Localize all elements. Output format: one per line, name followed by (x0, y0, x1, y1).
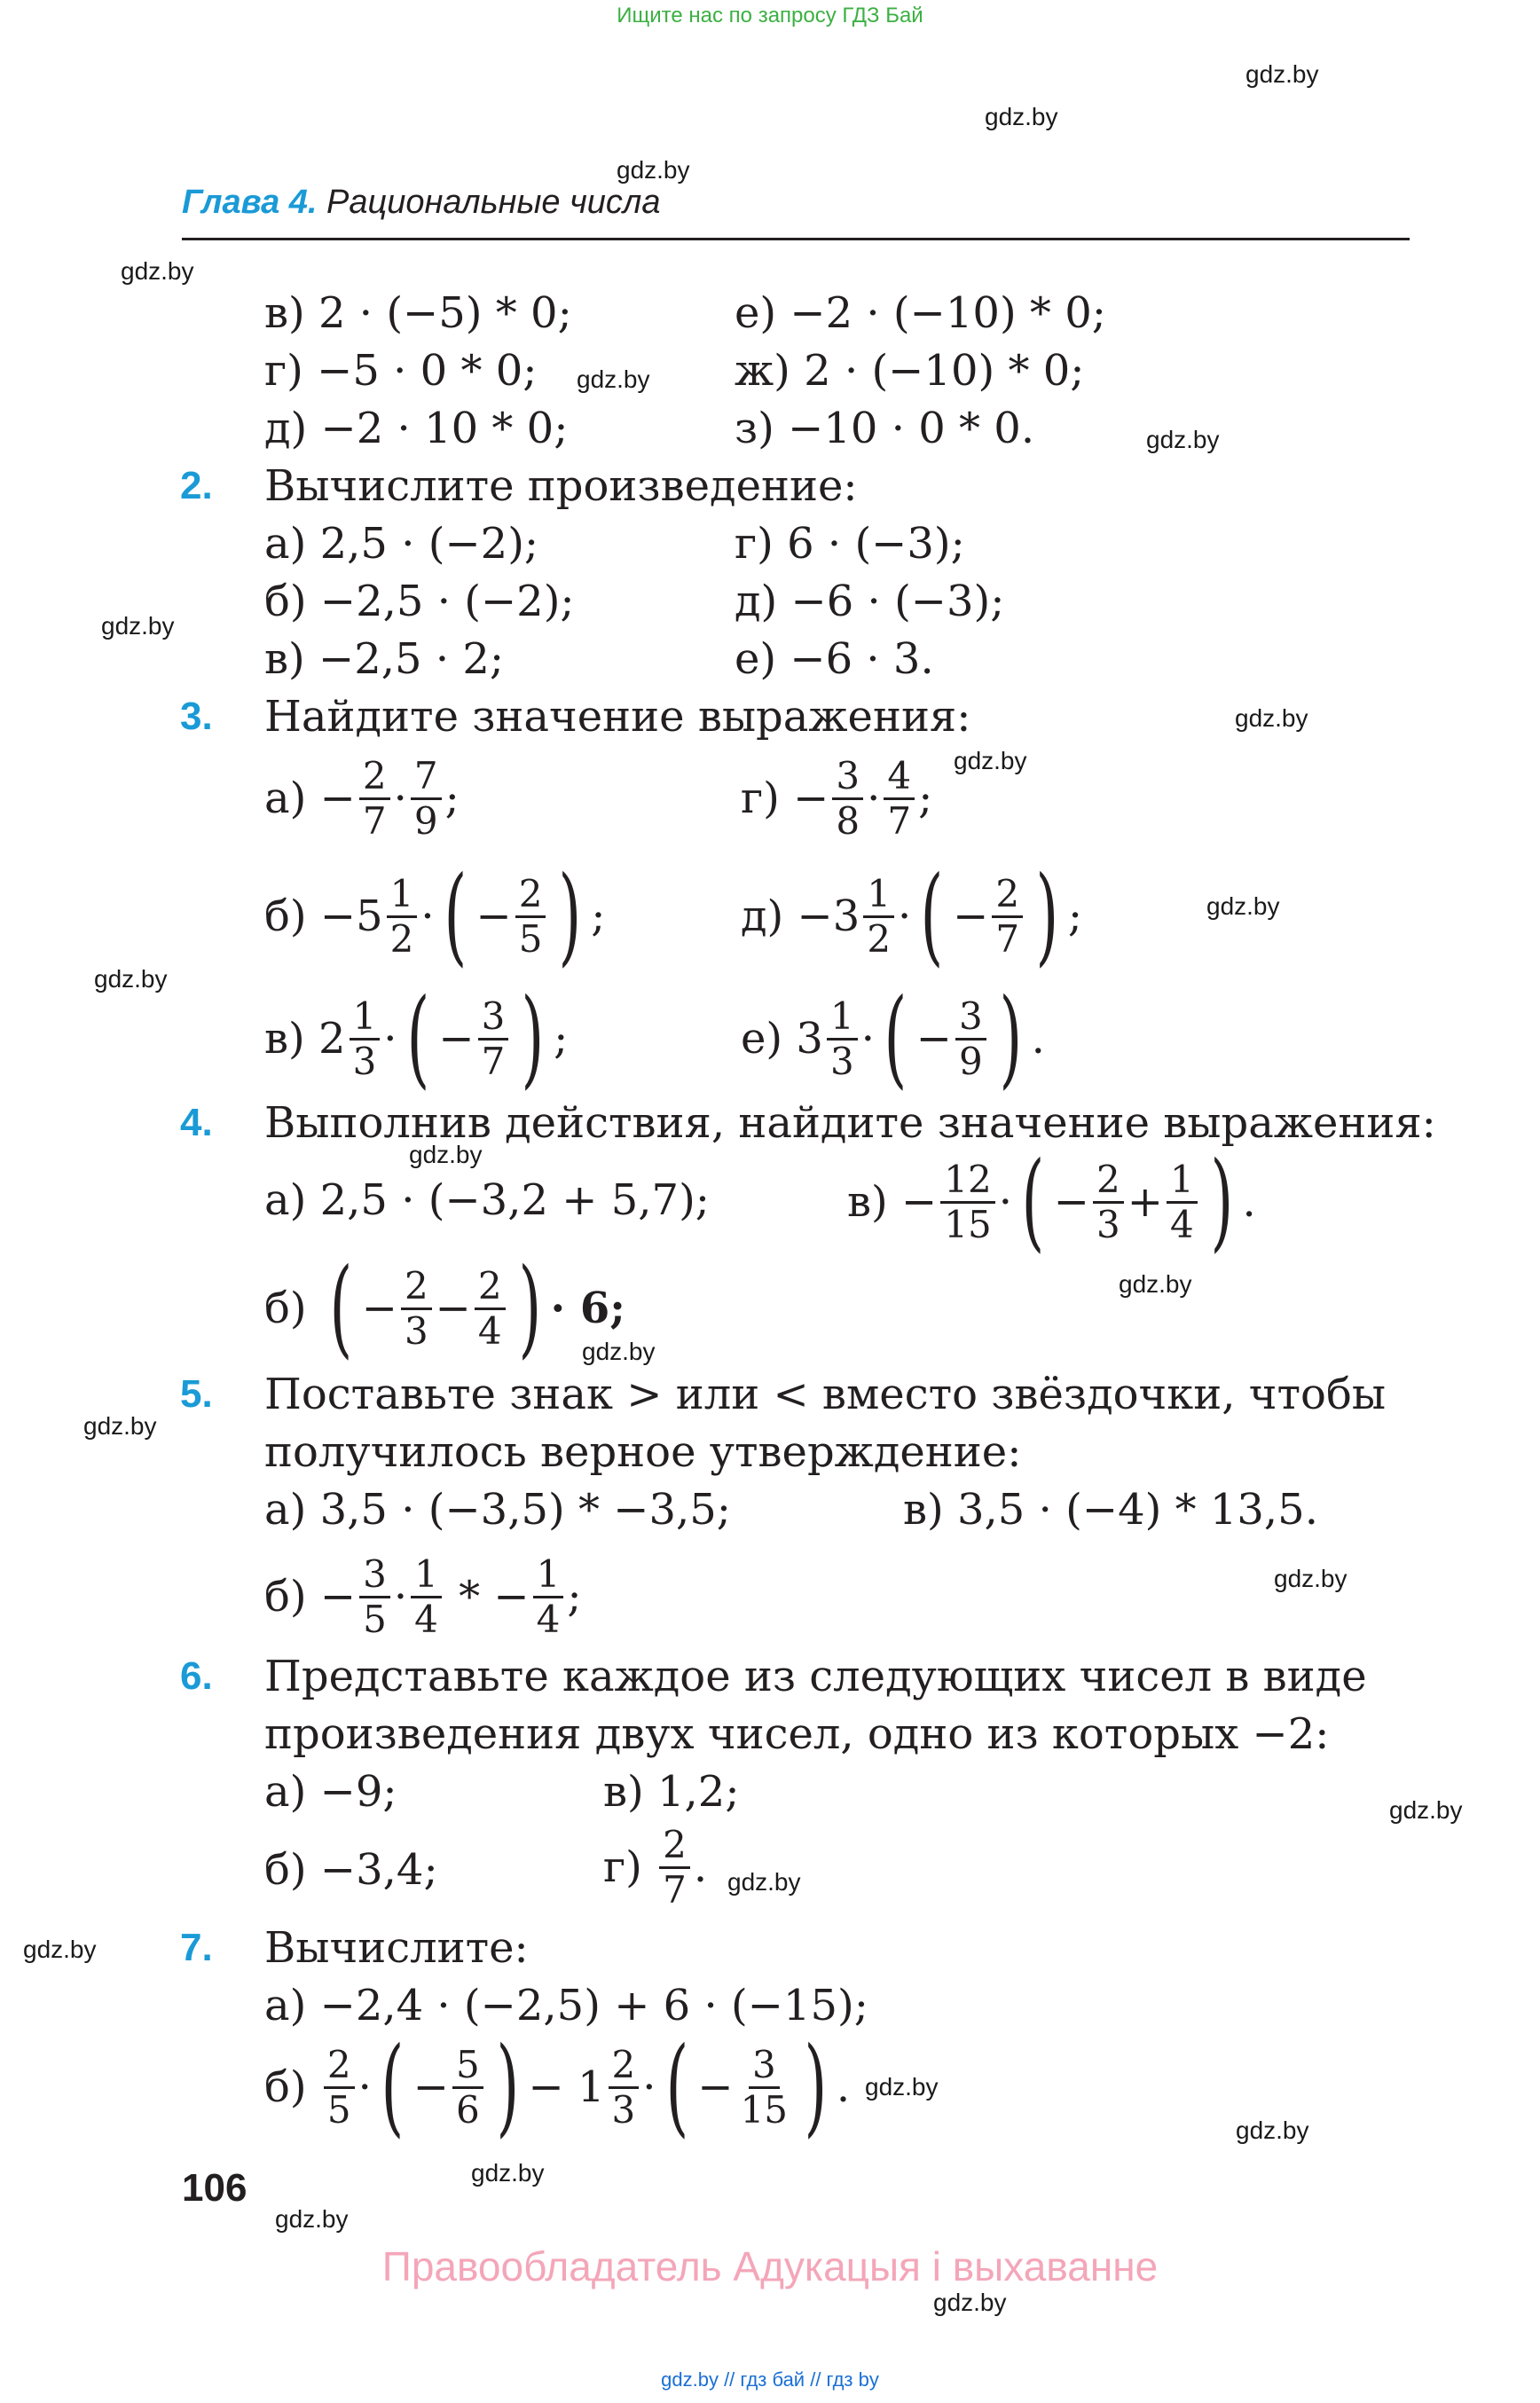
watermark: gdz.by (577, 365, 650, 393)
task1-item-d: д) −2 · 10 * 0; (264, 404, 569, 453)
task1-item-g: г) −5 · 0 * 0; (264, 346, 538, 396)
task-title: Вычислите произведение: (264, 461, 858, 511)
watermark: gdz.by (865, 2073, 939, 2101)
task-title-line2: произведения двух чисел, одно из которых −2: (264, 1709, 1330, 1759)
copyright-note: Правообладатель Адукацыя і выхаванне (381, 2243, 1159, 2289)
task6-item-g: г) $\frac{2}{7}$ . (603, 1822, 708, 1912)
task2-item-e: е) −6 · 3. (735, 634, 934, 684)
watermark: gdz.by (83, 1412, 157, 1440)
task-title-line1: Представьте каждое из следующих чисел в виде (264, 1652, 1367, 1701)
task-title: Найдите значение выражения: (264, 692, 971, 742)
task2-item-v: в) −2,5 · 2; (264, 634, 505, 684)
header-divider (182, 238, 1410, 240)
task4-item-a: а) 2,5 · (−3,2 + 5,7); (264, 1175, 710, 1225)
task7-item-a: а) −2,4 · (−2,5) + 6 · (−15); (264, 1981, 868, 2030)
watermark: gdz.by (933, 2289, 1007, 2316)
task4-item-v: в) − $\frac{12}{15}$ · ( − $\frac{2}{3}$ + $\frac{1}{4}$ ) . (847, 1140, 1256, 1263)
task1-item-e: е) −2 · (−10) * 0; (735, 288, 1106, 338)
watermark: gdz.by (94, 965, 168, 993)
task3-item-b: б) − 5 $\frac{1}{2}$ · ( − $\frac{2}{5}$ ) ; (264, 854, 606, 978)
page-number: 106 (182, 2166, 248, 2210)
task-title-line1: Поставьте знак > или < вместо звёздочки, чтобы (264, 1370, 1387, 1419)
task-title: Вычислите: (264, 1923, 529, 1973)
task3-item-v: в) 2 $\frac{1}{3}$ · ( − $\frac{3}{7}$ ) ; (264, 977, 569, 1100)
task-number: 3. (180, 695, 213, 738)
top-note: Ищите нас по запросу ГДЗ Бай (617, 4, 923, 27)
watermark: gdz.by (1274, 1565, 1348, 1592)
task4-item-b: б) ( − $\frac{2}{3}$ − $\frac{2}{4}$ ) · 6; (264, 1246, 625, 1370)
task6-item-b: б) −3,4; (264, 1845, 438, 1895)
task1-item-zh: ж) 2 · (−10) * 0; (735, 346, 1085, 396)
watermark: gdz.by (121, 257, 194, 285)
watermark: gdz.by (275, 2205, 349, 2233)
task2-item-g: г) 6 · (−3); (735, 519, 965, 569)
task3-item-d: д) − 3 $\frac{1}{2}$ · ( − $\frac{2}{7}$ ) ; (741, 854, 1083, 978)
task5-item-a: а) 3,5 · (−3,5) * −3,5; (264, 1485, 731, 1535)
task-number: 6. (180, 1654, 213, 1698)
watermark: gdz.by (1245, 60, 1319, 88)
task6-item-v: в) 1,2; (603, 1767, 740, 1817)
task-number: 7. (180, 1926, 213, 1969)
task3-item-a: а) − $\frac{2}{7}$ · $\frac{7}{9}$ ; (264, 753, 460, 843)
task-number: 2. (180, 464, 213, 507)
footer-links[interactable]: gdz.by // гдз бай // гдз by (661, 2368, 879, 2391)
watermark: gdz.by (1389, 1796, 1463, 1824)
watermark: gdz.by (727, 1868, 801, 1896)
task3-item-g: г) − $\frac{3}{8}$ · $\frac{4}{7}$ ; (741, 753, 933, 843)
watermark: gdz.by (582, 1338, 656, 1365)
watermark: gdz.by (471, 2159, 545, 2187)
watermark: gdz.by (617, 156, 690, 184)
watermark: gdz.by (954, 747, 1027, 774)
task-title: Выполнив действия, найдите значение выражения: (264, 1098, 1436, 1148)
task5-item-b: б) − $\frac{3}{5}$ · $\frac{1}{4}$ * − $\frac{1}{4}$ ; (264, 1551, 582, 1641)
task7-item-b: б) $\frac{2}{5}$ · ( − $\frac{5}{6}$ ) − 1 $\frac{2}{3}$ · ( − $\frac{3}{15}$ ) . (264, 2025, 851, 2148)
watermark: gdz.by (1119, 1270, 1192, 1298)
watermark: gdz.by (985, 103, 1058, 130)
chapter-number: Глава 4. (182, 184, 318, 221)
task5-item-v: в) 3,5 · (−4) * 13,5. (903, 1485, 1318, 1535)
task-title-line2: получилось верное утверждение: (264, 1427, 1022, 1477)
chapter-title: Рациональные числа (326, 184, 661, 221)
watermark: gdz.by (1206, 892, 1280, 920)
task2-item-a: а) 2,5 · (−2); (264, 519, 539, 569)
watermark: gdz.by (1146, 426, 1220, 453)
watermark: gdz.by (23, 1936, 97, 1963)
task2-item-d: д) −6 · (−3); (735, 577, 1005, 626)
task-number: 5. (180, 1372, 213, 1416)
task1-item-v: в) 2 · (−5) * 0; (264, 288, 572, 338)
watermark: gdz.by (1236, 2116, 1309, 2144)
task6-item-a: а) −9; (264, 1767, 397, 1817)
chapter-header (182, 184, 660, 222)
watermark: gdz.by (409, 1141, 483, 1168)
watermark: gdz.by (1235, 704, 1308, 732)
task-number: 4. (180, 1101, 213, 1144)
watermark: gdz.by (101, 612, 175, 640)
task1-item-z: з) −10 · 0 * 0. (735, 404, 1035, 453)
task3-item-e: е) 3 $\frac{1}{3}$ · ( − $\frac{3}{9}$ ) . (741, 977, 1045, 1100)
task2-item-b: б) −2,5 · (−2); (264, 577, 575, 626)
